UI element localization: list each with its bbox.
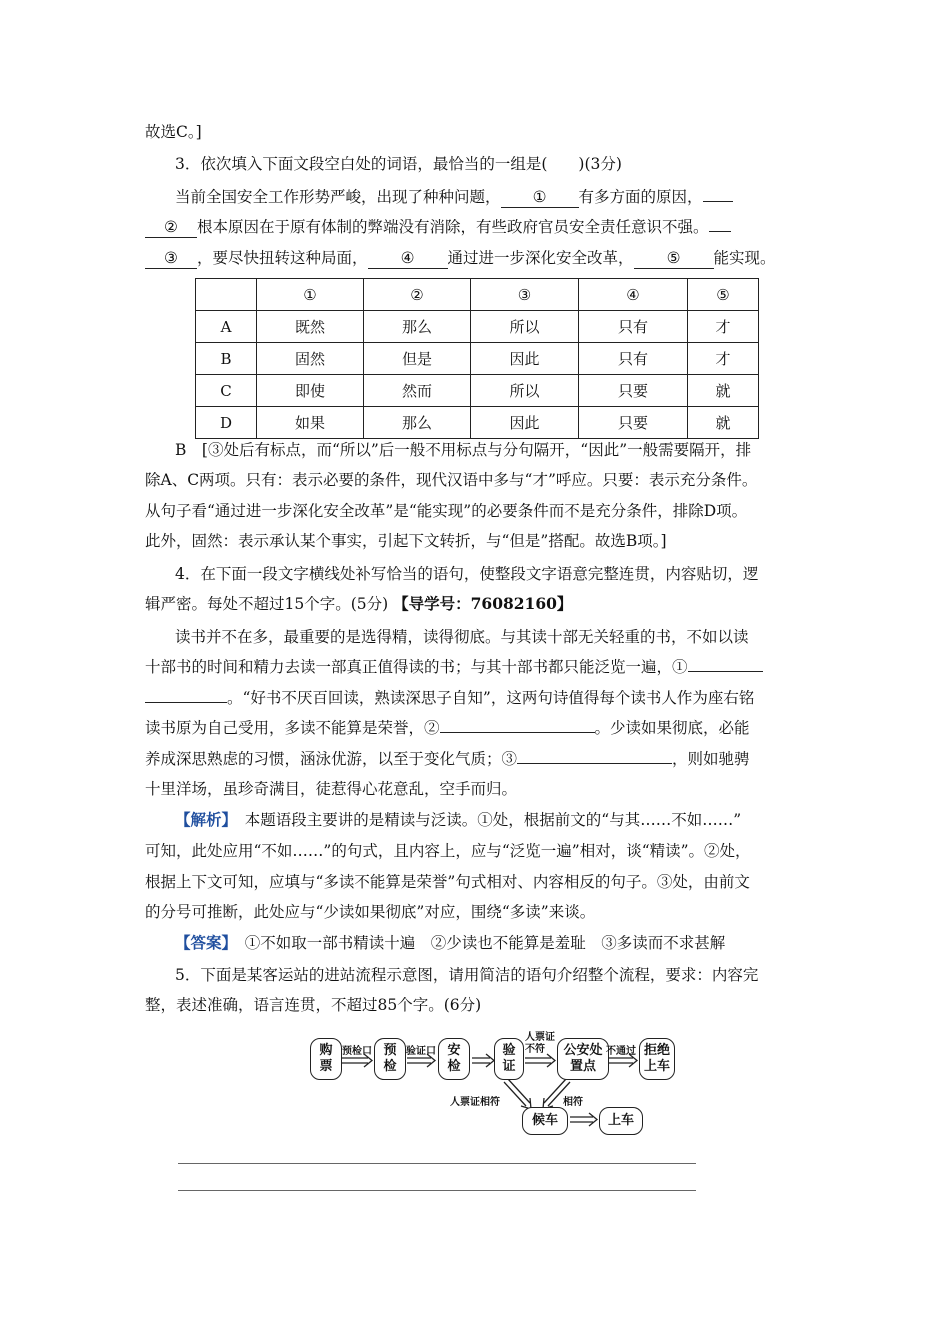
table-cell: 因此	[471, 407, 579, 439]
question-4-title: 4．在下面一段文字横线处补写恰当的语句，使整段文字语意完整连贯，内容贴切，逻	[175, 565, 759, 583]
arrow-houche-shangche	[570, 1113, 597, 1126]
table-cell: ⑤	[688, 279, 759, 311]
flow-label-yanzhengkou: 验证口	[406, 1046, 436, 1057]
table-cell: 因此	[471, 343, 579, 375]
flow-node-yujian: 预 检	[374, 1038, 406, 1080]
flow-label-xiangfu-right: 相符	[563, 1097, 583, 1108]
q3-answer-line-3: 从句子看“通过进一步深化安全改革”是“能实现”的必要条件而不是充分条件，排除D项。	[145, 502, 748, 520]
blank-4: ④	[368, 248, 448, 269]
flow-node-jujue: 拒绝 上车	[639, 1038, 675, 1080]
blank-2-start	[703, 201, 733, 202]
table-cell: 就	[688, 407, 759, 439]
question-5-title: 5．下面是某客运站的进站流程示意图，请用简洁的语句介绍整个流程，要求：内容完	[175, 966, 759, 984]
q4-analysis-line-3: 根据上下文可知，应填与“多读不能算是荣誉”句式相对、内容相反的句子。③处，由前文	[145, 873, 750, 891]
flow-label-butongguo: 不通过	[606, 1046, 636, 1057]
q4-answer-line: 【答案】 ①不如取一部书精读十遍 ②少读也不能算是羞耻 ③多读而不求甚解	[175, 933, 726, 952]
q3-answer-line-1: B [③处后有标点，而“所以”后一般不用标点与分句隔开，“因此”一般需要隔开，排	[175, 441, 752, 459]
table-cell: 然而	[364, 375, 471, 407]
table-cell: D	[196, 407, 257, 439]
answer-line	[178, 1190, 696, 1191]
table-cell: 所以	[471, 311, 579, 343]
q4-passage-line-2: 十部书的时间和精力去读一部真正值得读的书；与其十部书都只能泛览一遍，①	[145, 656, 763, 678]
flow-node-gongan: 公安处 置点	[557, 1038, 609, 1080]
table-cell: 那么	[364, 311, 471, 343]
table-cell: ④	[579, 279, 688, 311]
arrow-anjian-yanzheng	[472, 1054, 494, 1067]
table-cell: ①	[257, 279, 364, 311]
table-header-row	[196, 279, 759, 311]
table-cell: 所以	[471, 375, 579, 407]
table-cell	[196, 279, 257, 311]
blank-1: ①	[501, 187, 579, 208]
table-cell: 只有	[579, 343, 688, 375]
text-line: 故选C。]	[145, 123, 202, 141]
table-cell: 既然	[257, 311, 364, 343]
flow-label-yujiankou: 预检口	[342, 1046, 372, 1057]
q4-passage-line-3: 。“好书不厌百回读，熟读深思子自知”，这两句诗值得每个读书人作为座右铭	[145, 687, 754, 709]
table-cell: 但是	[364, 343, 471, 375]
table-cell: 即使	[257, 375, 364, 407]
answer-line	[178, 1163, 696, 1164]
q4-analysis-line-2: 可知，此处应用“不如……”的句式，且内容上，应与“泛览一遍”相对，谈“精读”。②处，	[145, 842, 751, 860]
blank-1-cont	[145, 702, 227, 703]
question-3-title: 3．依次填入下面文段空白处的词语，最恰当的一组是( )(3分)	[175, 155, 622, 173]
question-4-title-2: 辑严密。每处不超过15个字。(5分) 【导学号：76082160】	[145, 594, 573, 613]
table-cell: A	[196, 311, 257, 343]
table-cell: 只有	[579, 311, 688, 343]
table-cell: B	[196, 343, 257, 375]
flowchart	[300, 1020, 680, 1140]
table-cell: ③	[471, 279, 579, 311]
table-cell: 固然	[257, 343, 364, 375]
table-cell: 才	[688, 343, 759, 375]
flow-label-xiangfu-left: 人票证相符	[450, 1097, 500, 1108]
q4-passage-line-5: 养成深思熟虑的习惯，涵泳优游，以至于变化气质；③ ，则如驰骋	[145, 750, 750, 768]
table-cell: 就	[688, 375, 759, 407]
table-cell: 只要	[579, 407, 688, 439]
q4-analysis-line-4: 的分号可推断，此处应与“少读如果彻底”对应，围绕“多读”来谈。	[145, 903, 596, 921]
arrow-yanzheng-houche	[504, 1079, 531, 1109]
options-table	[195, 278, 759, 439]
question-5-title-2: 整，表述准确，语言连贯，不超过85个字。(6分)	[145, 996, 482, 1014]
flow-node-yanzheng: 验 证	[494, 1038, 524, 1080]
table-row	[196, 375, 759, 407]
q4-passage-line-1: 读书并不在多，最重要的是选得精，读得彻底。与其读十部无关轻重的书，不如以读	[175, 628, 749, 646]
q4-analysis-line-1: 【解析】 本题语段主要讲的是精读与泛读。①处，根据前文的“与其……不如……”	[175, 810, 742, 829]
blank-2	[440, 732, 595, 733]
blank-5: ⑤	[634, 248, 714, 269]
table-cell: ②	[364, 279, 471, 311]
table-cell: 只要	[579, 375, 688, 407]
blank-3: ③	[145, 248, 197, 269]
q4-passage-line-4: 读书原为自己受用，多读不能算是荣誉，② 。少读如果彻底，必能	[145, 719, 750, 737]
q3-passage-line-1: 当前全国安全工作形势严峻，出现了种种问题， ① 有多方面的原因，	[175, 186, 733, 208]
flow-label-bufu: 人票证 不符	[525, 1032, 555, 1055]
table-cell: 那么	[364, 407, 471, 439]
flow-node-shangche: 上车	[599, 1107, 643, 1135]
blank-3	[517, 763, 672, 764]
answer-tag: 【答案】	[175, 933, 230, 952]
flow-node-anjian: 安 检	[438, 1038, 470, 1080]
analysis-tag: 【解析】	[175, 810, 230, 829]
guide-number: 【导学号：76082160】	[393, 594, 573, 613]
flow-node-houche: 候车	[522, 1107, 568, 1135]
q3-answer-line-2: 除A、C两项。只有：表示必要的条件，现代汉语中多与“才”呼应。只要：表示充分条件。	[145, 471, 758, 489]
blank-3-start	[709, 231, 731, 232]
flow-node-goupiao: 购 票	[310, 1038, 342, 1080]
blank-2: ②	[145, 217, 197, 238]
q3-passage-line-3: ③ ，要尽快扭转这种局面， ④ 通过进一步深化安全改革， ⑤ 能实现。	[145, 247, 776, 269]
table-cell: 如果	[257, 407, 364, 439]
q4-passage-line-6: 十里洋场，虽珍奇满目，徒惹得心花意乱，空手而归。	[145, 780, 518, 798]
table-cell: C	[196, 375, 257, 407]
table-row	[196, 407, 759, 439]
q3-passage-line-2: ② 根本原因在于原有体制的弊端没有消除，有些政府官员安全责任意识不强。	[145, 216, 731, 238]
q3-answer-line-4: 此外，固然：表示承认某个事实，引起下文转折，与“但是”搭配。故选B项。]	[145, 532, 667, 550]
table-cell: 才	[688, 311, 759, 343]
table-row	[196, 311, 759, 343]
table-row	[196, 343, 759, 375]
blank-1	[688, 671, 763, 672]
